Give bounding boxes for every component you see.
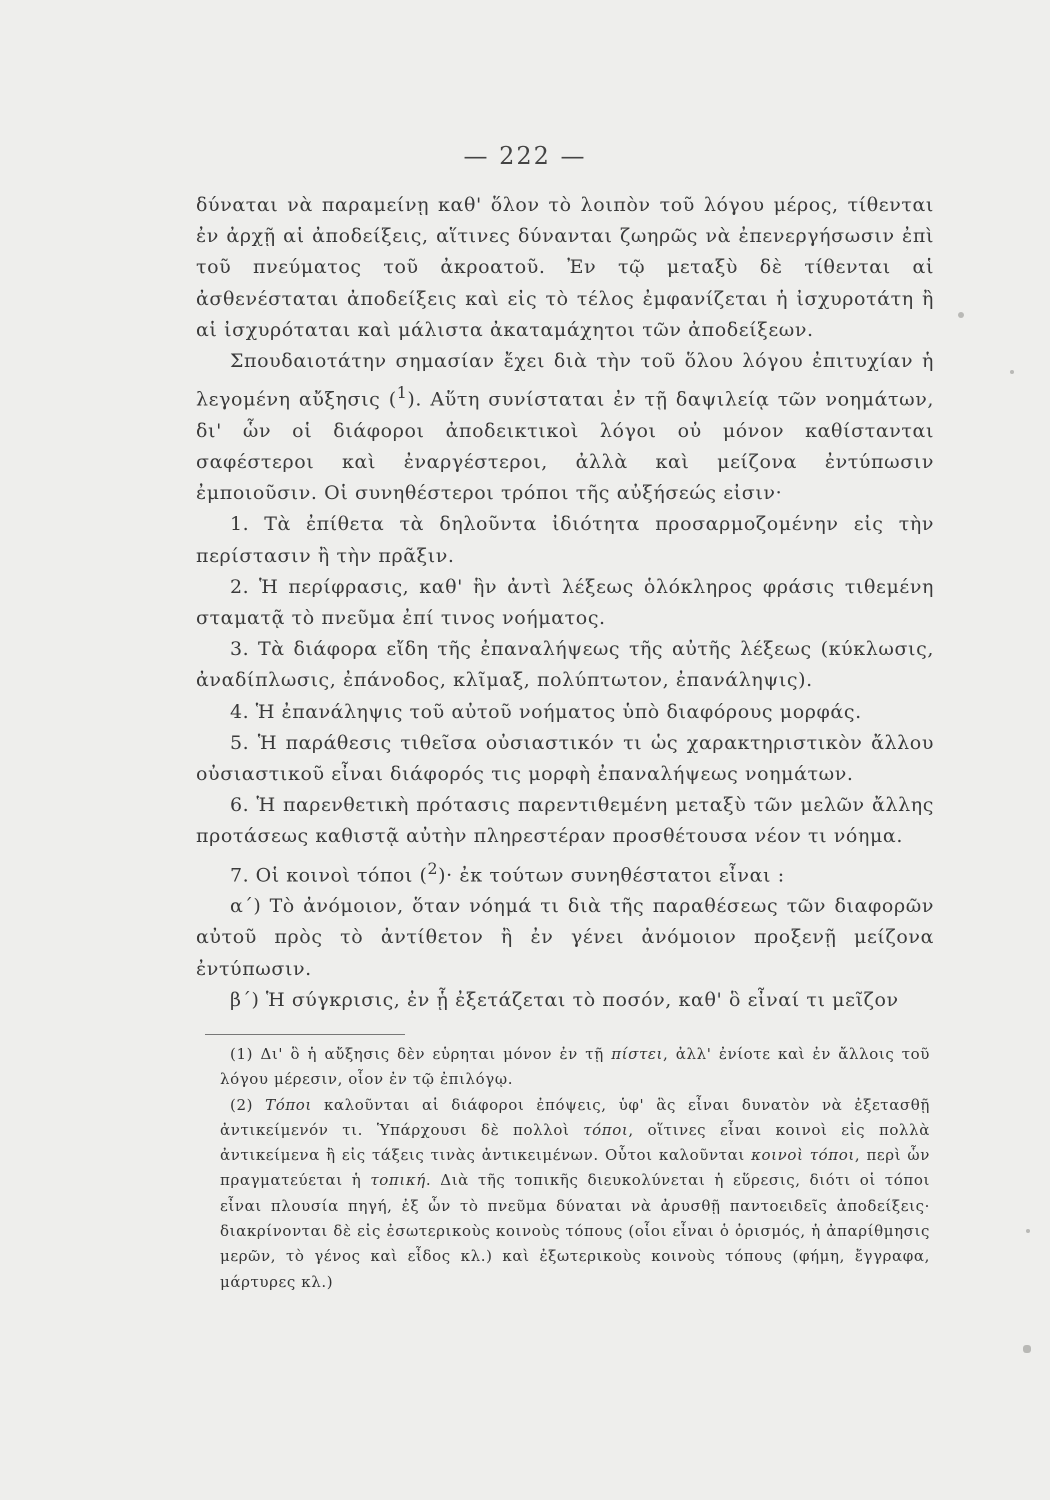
footnote-text: , περὶ ὧν πραγματεύεται ἡ	[220, 1146, 930, 1190]
list-item-label: 5. Ἡ παράθεσις	[230, 731, 392, 754]
footnote-italic: πίστει	[611, 1045, 663, 1063]
footnote-italic: Τόποι	[265, 1095, 312, 1114]
list-item-label: 6. Ἡ παρενθετικὴ	[230, 794, 409, 817]
footnote-2	[220, 1093, 930, 1295]
footnote-marker: (2)	[230, 1095, 254, 1114]
sub-item-a	[196, 891, 934, 985]
footnote-italic: τόποι	[583, 1120, 629, 1139]
footnote-text: Δι' ὃ ἡ αὔξησις δὲν εὑρηται μόνον ἐν τῇ	[253, 1045, 612, 1063]
sub-item-text: ὅταν νόημά τι διὰ τῆς παραθέσεως τῶν διαφορῶν αὐτοῦ πρὸς τὸ ἀντίθετον ἢ ἐν γένει ἀνόμοιον προξενῇ μείζονα ἐντύπωσιν.	[196, 895, 934, 980]
list-item-text: τὰ δηλοῦντα ἰδιότητα προσαρμοζομένην εἰς τὴν περίστασιν ἢ τὴν πρᾶξιν.	[196, 513, 935, 567]
list-item-5	[196, 728, 934, 790]
list-item-text: πρότασις παρεντιθεμένη μεταξὺ τῶν μελῶν ἄλλης προτάσεως καθιστᾷ αὐτὴν πληρεστέραν προσθέτουσα νέον τι νόημα.	[196, 794, 934, 848]
list-item-2	[196, 572, 934, 634]
list-item-text: ἐκ τούτων συνηθέστατοι εἶναι :	[452, 863, 785, 886]
paragraph-auxesis-text-a: Σπουδαιοτάτην σημασίαν ἔχει διὰ τὴν τοῦ ὅλου λόγου ἐπιτυχίαν ἡ λεγομένη αὔξησις (	[196, 350, 934, 411]
footnote-ref-close: )·	[438, 863, 453, 886]
list-item-3	[196, 634, 934, 696]
paper-speck	[958, 312, 964, 318]
sub-item-label: β΄) Ἡ σύγκρισις,	[230, 988, 401, 1011]
list-item-7	[196, 853, 934, 892]
footnote-ref-1: 1	[396, 383, 408, 403]
paper-speck	[1023, 1345, 1031, 1353]
list-item-text: καθ' ἣν ἀντὶ λέξεως ὁλόκληρος φράσις τιθεμένη σταματᾷ τὸ πνεῦμα ἐπί τινος νοήματος.	[196, 575, 934, 629]
paper-speck	[1026, 1229, 1030, 1233]
sub-item-text: ἐν ᾗ ἐξετάζεται τὸ ποσόν, καθ' ὃ εἶναί τι μεῖζον	[400, 988, 899, 1011]
list-item-label: 7. Οἱ κοινοὶ τόποι	[230, 863, 413, 886]
main-text	[196, 190, 934, 1016]
list-item-text: τιθεῖσα οὐσιαστικόν τι ὡς χαρακτηριστικὸν ἄλλου οὐσιαστικοῦ εἶναι διάφορός τις μορφὴ ἐπαναλήψεως νοημάτων.	[196, 731, 934, 785]
footnote-separator	[205, 1034, 405, 1035]
paragraph-intro: δύναται νὰ παραμείνῃ καθ' ὅλον τὸ λοιπὸν τοῦ λόγου μέρος, τίθενται ἐν ἀρχῇ αἱ ἀποδείξεις, αἵτινες δύνανται ζωηρῶς νὰ ἐπενεργήσωσιν ἐπὶ τοῦ πνεύματος τοῦ ἀκροατοῦ. Ἐν τῷ μεταξὺ δὲ τίθενται αἱ ἀσθενέσταται ἀποδείξεις καὶ εἰς τὸ τέλος ἐμφανίζεται ἡ ἰσχυροτάτη ἢ αἱ ἰσχυρόταται καὶ μάλιστα ἀκαταμάχητοι τῶν ἀποδείξεων.	[196, 194, 934, 341]
footnote-1	[220, 1042, 930, 1093]
list-item-text: (κύκλωσις, ἀναδίπλωσις, ἐπάνοδος, κλῖμαξ, πολύπτωτον, ἐπανάληψις).	[196, 638, 934, 692]
list-item-6	[196, 790, 934, 852]
paragraph-auxesis-text-b: ). Αὕτη συνίσταται ἐν τῇ δαψιλείᾳ τῶν νοημάτων, δι' ὧν οἱ διάφοροι ἀποδεικτικοὶ λόγοι οὐ μόνον καθίστανται σαφέστεροι καὶ ἐναργέστεροι, ἀλλὰ καὶ μείζονα ἐντύπωσιν ἐμποιοῦσιν. Οἱ συνηθέστεροι τρόποι τῆς αὐξήσεώς εἰσιν·	[196, 388, 935, 505]
list-item-label: 2. Ἡ περίφρασις,	[230, 575, 410, 598]
paragraph-auxesis	[196, 346, 934, 509]
footnote-italic: τοπική	[370, 1171, 426, 1190]
list-item-text: τοῦ αὐτοῦ νοήματος ὑπὸ διαφόρους μορφάς.	[402, 700, 862, 723]
footnote-text: καλοῦνται αἱ διάφοροι ἐπόψεις, ὑφ' ἃς εἶναι δυνατὸν νὰ ἐξετασθῇ ἀντικείμενόν τι. Ὑπάρχουσι δὲ πολλοὶ	[220, 1095, 930, 1139]
list-item-label: 1. Τὰ ἐπίθετα	[230, 513, 385, 536]
list-item-4	[196, 697, 934, 728]
footnote-text: . Διὰ τῆς τοπικῆς διευκολύνεται ἡ εὕρεσις, διότι οἱ τόποι εἶναι πλουσία πηγή, ἐξ ὧν τὸ πνεῦμα δύναται νὰ ἀρυσθῇ παντοειδεῖς ἀποδείξεις· διακρίνονται δὲ εἰς ἐσωτερικοὺς κοινοὺς τόπους (οἷοι εἶναι ὁ ὁρισμός, ἡ ἀπαρίθμησις μερῶν, τὸ γένος καὶ εἶδος κλ.) καὶ ἐξωτερικοὺς κοινοὺς τόπους (φήμη, ἔγγραφα, μάρτυρες κλ.)	[220, 1171, 930, 1291]
sub-item-label: α΄) Τὸ ἀνόμοιον,	[230, 895, 404, 918]
footnote-text: , ἀλλ' ἐνίοτε καὶ ἐν ἄλλοις τοῦ λόγου μέρεσιν, οἷον ἐν τῷ ἐπιλόγῳ.	[220, 1045, 931, 1089]
paper-speck	[1010, 370, 1014, 374]
footnote-marker: (1)	[230, 1045, 254, 1063]
footnote-italic: κοινοὶ τόποι	[751, 1146, 855, 1165]
footnotes	[220, 1042, 930, 1295]
footnote-text: , οἵτινες εἶναι κοινοὶ εἰς πολλὰ ἀντικείμενα ἢ εἰς τάξεις τινὰς ἀντικειμένων. Οὗτοι καλοῦνται	[220, 1120, 930, 1165]
page-number: — 222 —	[463, 142, 587, 170]
list-item-label: 4. Ἡ ἐπανάληψις	[230, 700, 403, 723]
list-item-label: 3. Τὰ διάφορα εἴδη τῆς ἐπαναλήψεως τῆς αὐτῆς λέξεως	[230, 638, 812, 661]
list-item-1	[196, 509, 934, 571]
footnote-ref-2: 2	[427, 858, 439, 878]
sub-item-b	[196, 985, 934, 1016]
footnote-ref-open: (	[412, 863, 428, 886]
